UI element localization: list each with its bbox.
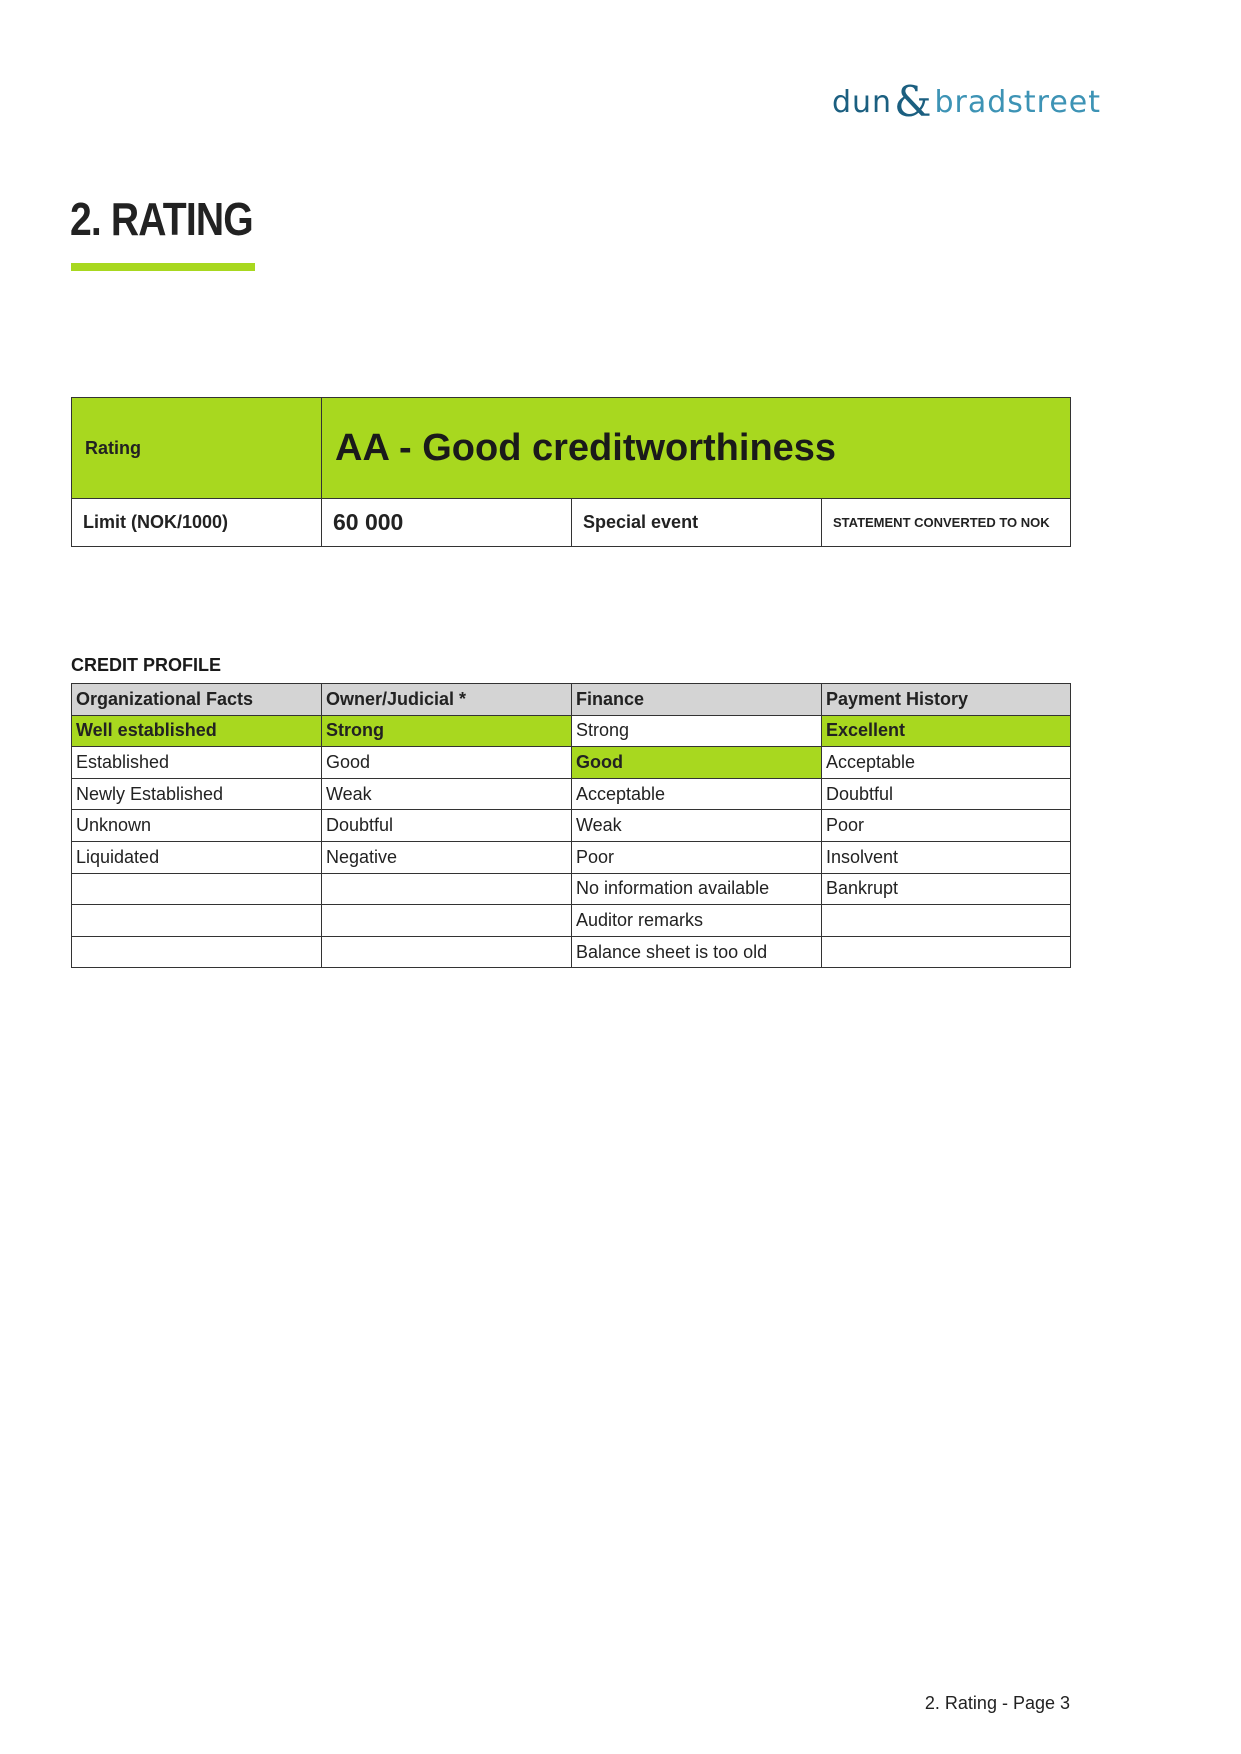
table-row	[72, 778, 1071, 810]
table-cell: Poor	[572, 841, 822, 873]
limit-label: Limit (NOK/1000)	[72, 499, 322, 547]
table-cell: Negative	[322, 841, 572, 873]
table-row	[72, 747, 1071, 779]
column-header: Organizational Facts	[72, 684, 322, 716]
rating-box	[71, 397, 1071, 547]
column-header: Owner/Judicial *	[322, 684, 572, 716]
page-title: 2. RATING	[70, 193, 253, 245]
rating-label: Rating	[72, 398, 322, 499]
table-cell: Good	[322, 747, 572, 779]
table-cell: Balance sheet is too old	[572, 936, 822, 968]
table-cell: Insolvent	[822, 841, 1071, 873]
table-cell: Excellent	[822, 715, 1071, 747]
table-row	[72, 905, 1071, 937]
column-header: Finance	[572, 684, 822, 716]
special-event-value: STATEMENT CONVERTED TO NOK	[822, 499, 1071, 547]
dun-bradstreet-logo	[832, 77, 1102, 126]
table-cell: Acceptable	[572, 778, 822, 810]
table-cell: Weak	[572, 810, 822, 842]
table-cell	[72, 873, 322, 905]
table-cell: Weak	[322, 778, 572, 810]
table-cell: Bankrupt	[822, 873, 1071, 905]
table-cell	[322, 905, 572, 937]
table-cell: Newly Established	[72, 778, 322, 810]
special-event-label: Special event	[572, 499, 822, 547]
table-cell: No information available	[572, 873, 822, 905]
table-cell	[72, 936, 322, 968]
table-cell	[322, 873, 572, 905]
table-cell: Unknown	[72, 810, 322, 842]
table-header-row	[72, 684, 1071, 716]
table-cell: Good	[572, 747, 822, 779]
table-cell	[822, 905, 1071, 937]
table-cell	[822, 936, 1071, 968]
logo-bradstreet: bradstreet	[934, 84, 1102, 120]
table-cell	[72, 905, 322, 937]
table-row	[72, 873, 1071, 905]
table-row	[72, 841, 1071, 873]
page-footer: 2. Rating - Page 3	[924, 1693, 1070, 1713]
table-cell: Strong	[322, 715, 572, 747]
table-cell: Established	[72, 747, 322, 779]
rating-value: AA - Good creditworthiness	[322, 398, 1071, 499]
table-cell: Liquidated	[72, 841, 322, 873]
table-cell: Well established	[72, 715, 322, 747]
table-cell: Doubtful	[322, 810, 572, 842]
table-cell: Poor	[822, 810, 1071, 842]
logo-ampersand: &	[894, 77, 933, 126]
logo-dun: dun	[832, 84, 893, 120]
table-row	[72, 936, 1071, 968]
limit-row	[72, 499, 1071, 547]
credit-profile-table	[71, 683, 1071, 968]
column-header: Payment History	[822, 684, 1071, 716]
title-underline	[71, 263, 255, 271]
rating-row	[72, 398, 1071, 499]
table-row	[72, 810, 1071, 842]
table-cell: Strong	[572, 715, 822, 747]
table-row	[72, 715, 1071, 747]
limit-value: 60 000	[322, 499, 572, 547]
table-cell: Auditor remarks	[572, 905, 822, 937]
credit-profile-heading: CREDIT PROFILE	[71, 655, 222, 675]
table-cell: Acceptable	[822, 747, 1071, 779]
table-cell	[322, 936, 572, 968]
table-cell: Doubtful	[822, 778, 1071, 810]
